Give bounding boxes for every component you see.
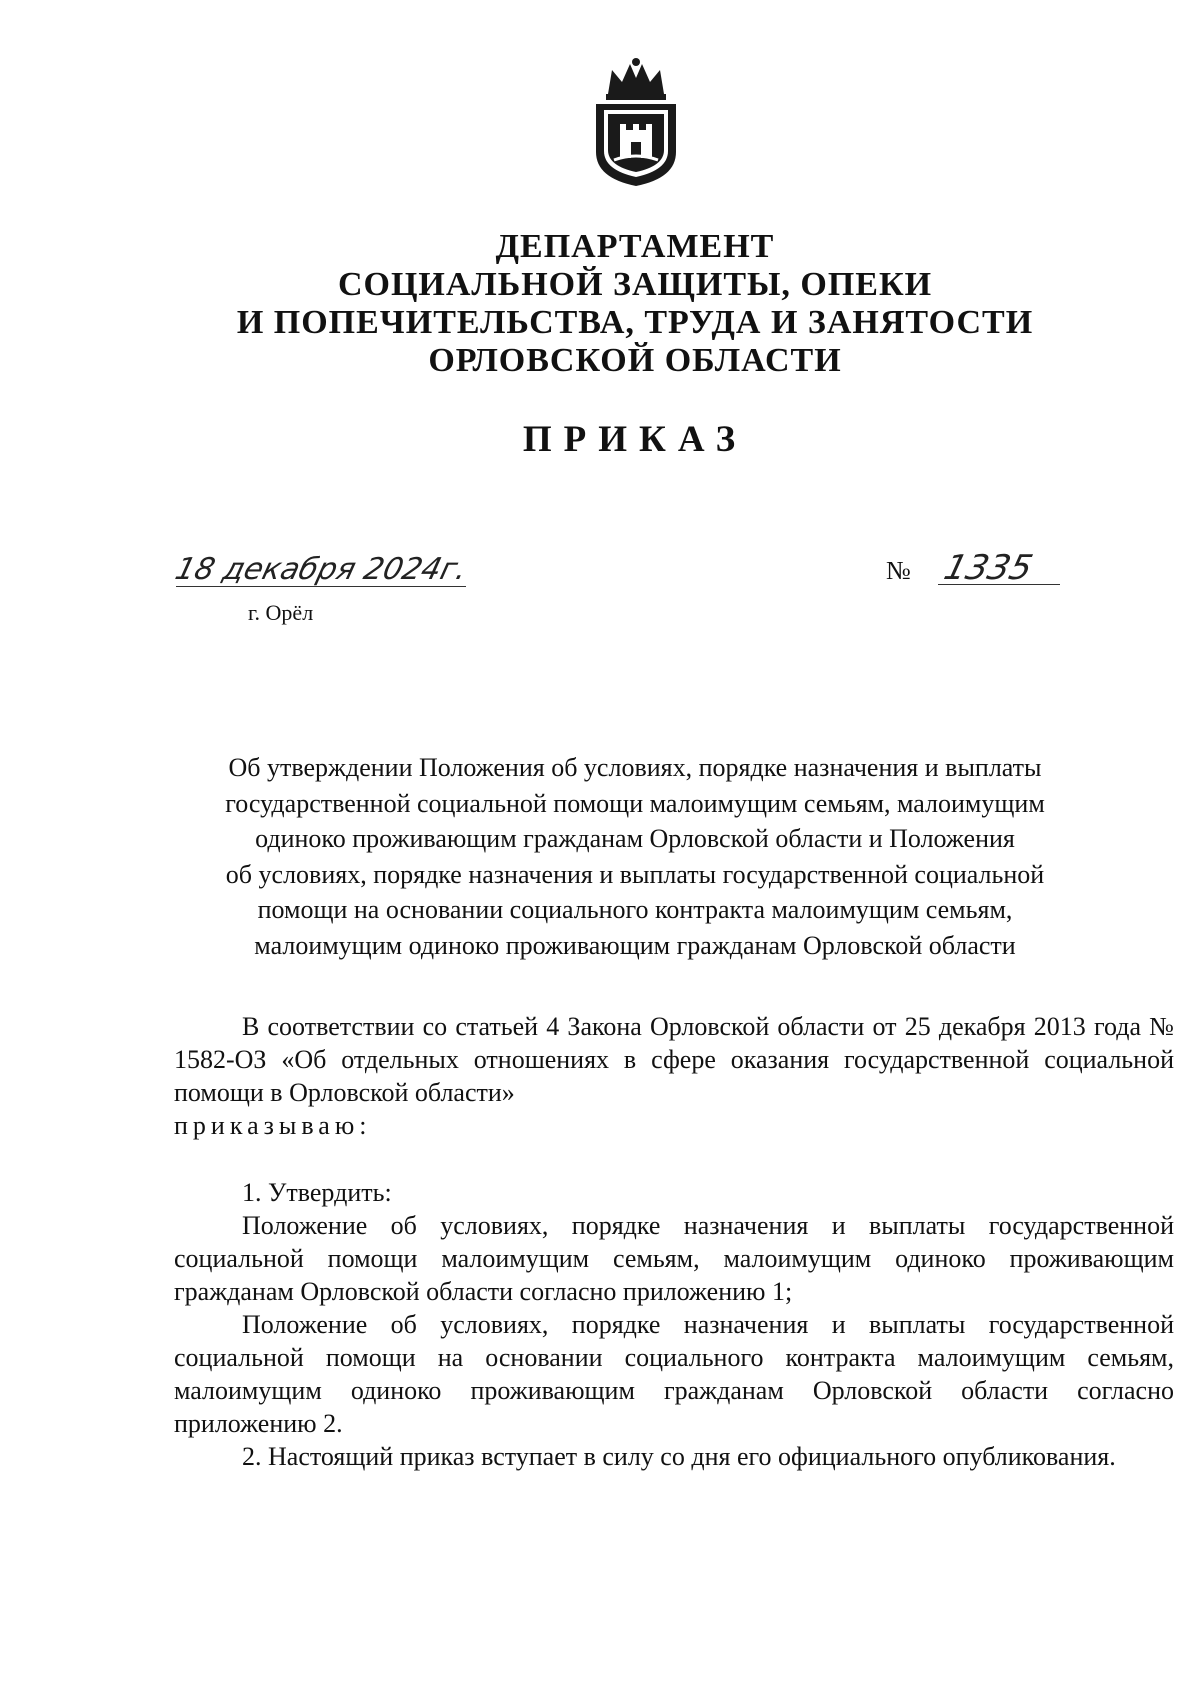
date-underline [176,586,466,587]
subject-line: об условиях, порядке назначения и выплаты государственной социальной [225,859,1045,889]
subject-line: помощи на основании социального контракта малоимущим семьям, [257,895,1013,924]
header-line-4: ОРЛОВСКОЙ ОБЛАСТИ [428,342,842,379]
handwritten-order-number: 1335 [940,548,1037,588]
subject-line: Об утверждении Положения об условиях, порядке назначения и выплаты [228,753,1042,782]
orel-oblast-coat-of-arms-icon [586,56,686,188]
number-underline [938,584,1060,585]
header-line-2: СОЦИАЛЬНОЙ ЗАЩИТЫ, ОПЕКИ [337,266,933,303]
order-word: приказываю: [174,1111,372,1140]
subject-line: малоимущим одиноко проживающим гражданам Орловской области [254,930,1016,960]
number-sign: № [886,556,911,585]
header-line-3: И ПОПЕЧИТЕЛЬСТВА, ТРУДА И ЗАНЯТОСТИ [236,304,1034,341]
subject-line: одиноко проживающим гражданам Орловской области и Положения [255,824,1015,853]
department-header [0,228,1200,380]
subject-line: государственной социальной помощи малоимущим семьям, малоимущим [225,788,1045,818]
item-1-provision-a: Положение об условиях, порядке назначения и выплаты государственной социальной помощи малоимущим семьям, малоимущим одиноко проживающим гражданам Орловской области согласно приложению 1; [174,1211,1174,1306]
item-1-provision-b: Положение об условиях, порядке назначения и выплаты государственной социальной помощи на основании социального контракта малоимущим семьям, малоимущим одиноко проживающим гражданам Орловской области согласно приложению 2. [174,1310,1174,1438]
header-line-1: ДЕПАРТАМЕНТ [495,228,775,265]
order-subject [180,750,1090,963]
item-1-heading: 1. Утвердить: [242,1178,392,1207]
order-title: ПРИКАЗ [522,419,748,460]
preamble-paragraph: В соответствии со статьей 4 Закона Орловской области от 25 декабря 2013 года № 1582-ОЗ «Об отдельных отношениях в сфере оказания государственной социальной помощи в Орловской области» [174,1012,1174,1107]
handwritten-date: 18 декабря 2024г. [171,552,471,587]
paragraph-gap [174,1142,1174,1176]
item-2-paragraph: 2. Настоящий приказ вступает в силу со дня его официального опубликования. [242,1442,1116,1471]
city-label: г. Орёл [248,600,314,625]
order-body [174,1010,1174,1473]
